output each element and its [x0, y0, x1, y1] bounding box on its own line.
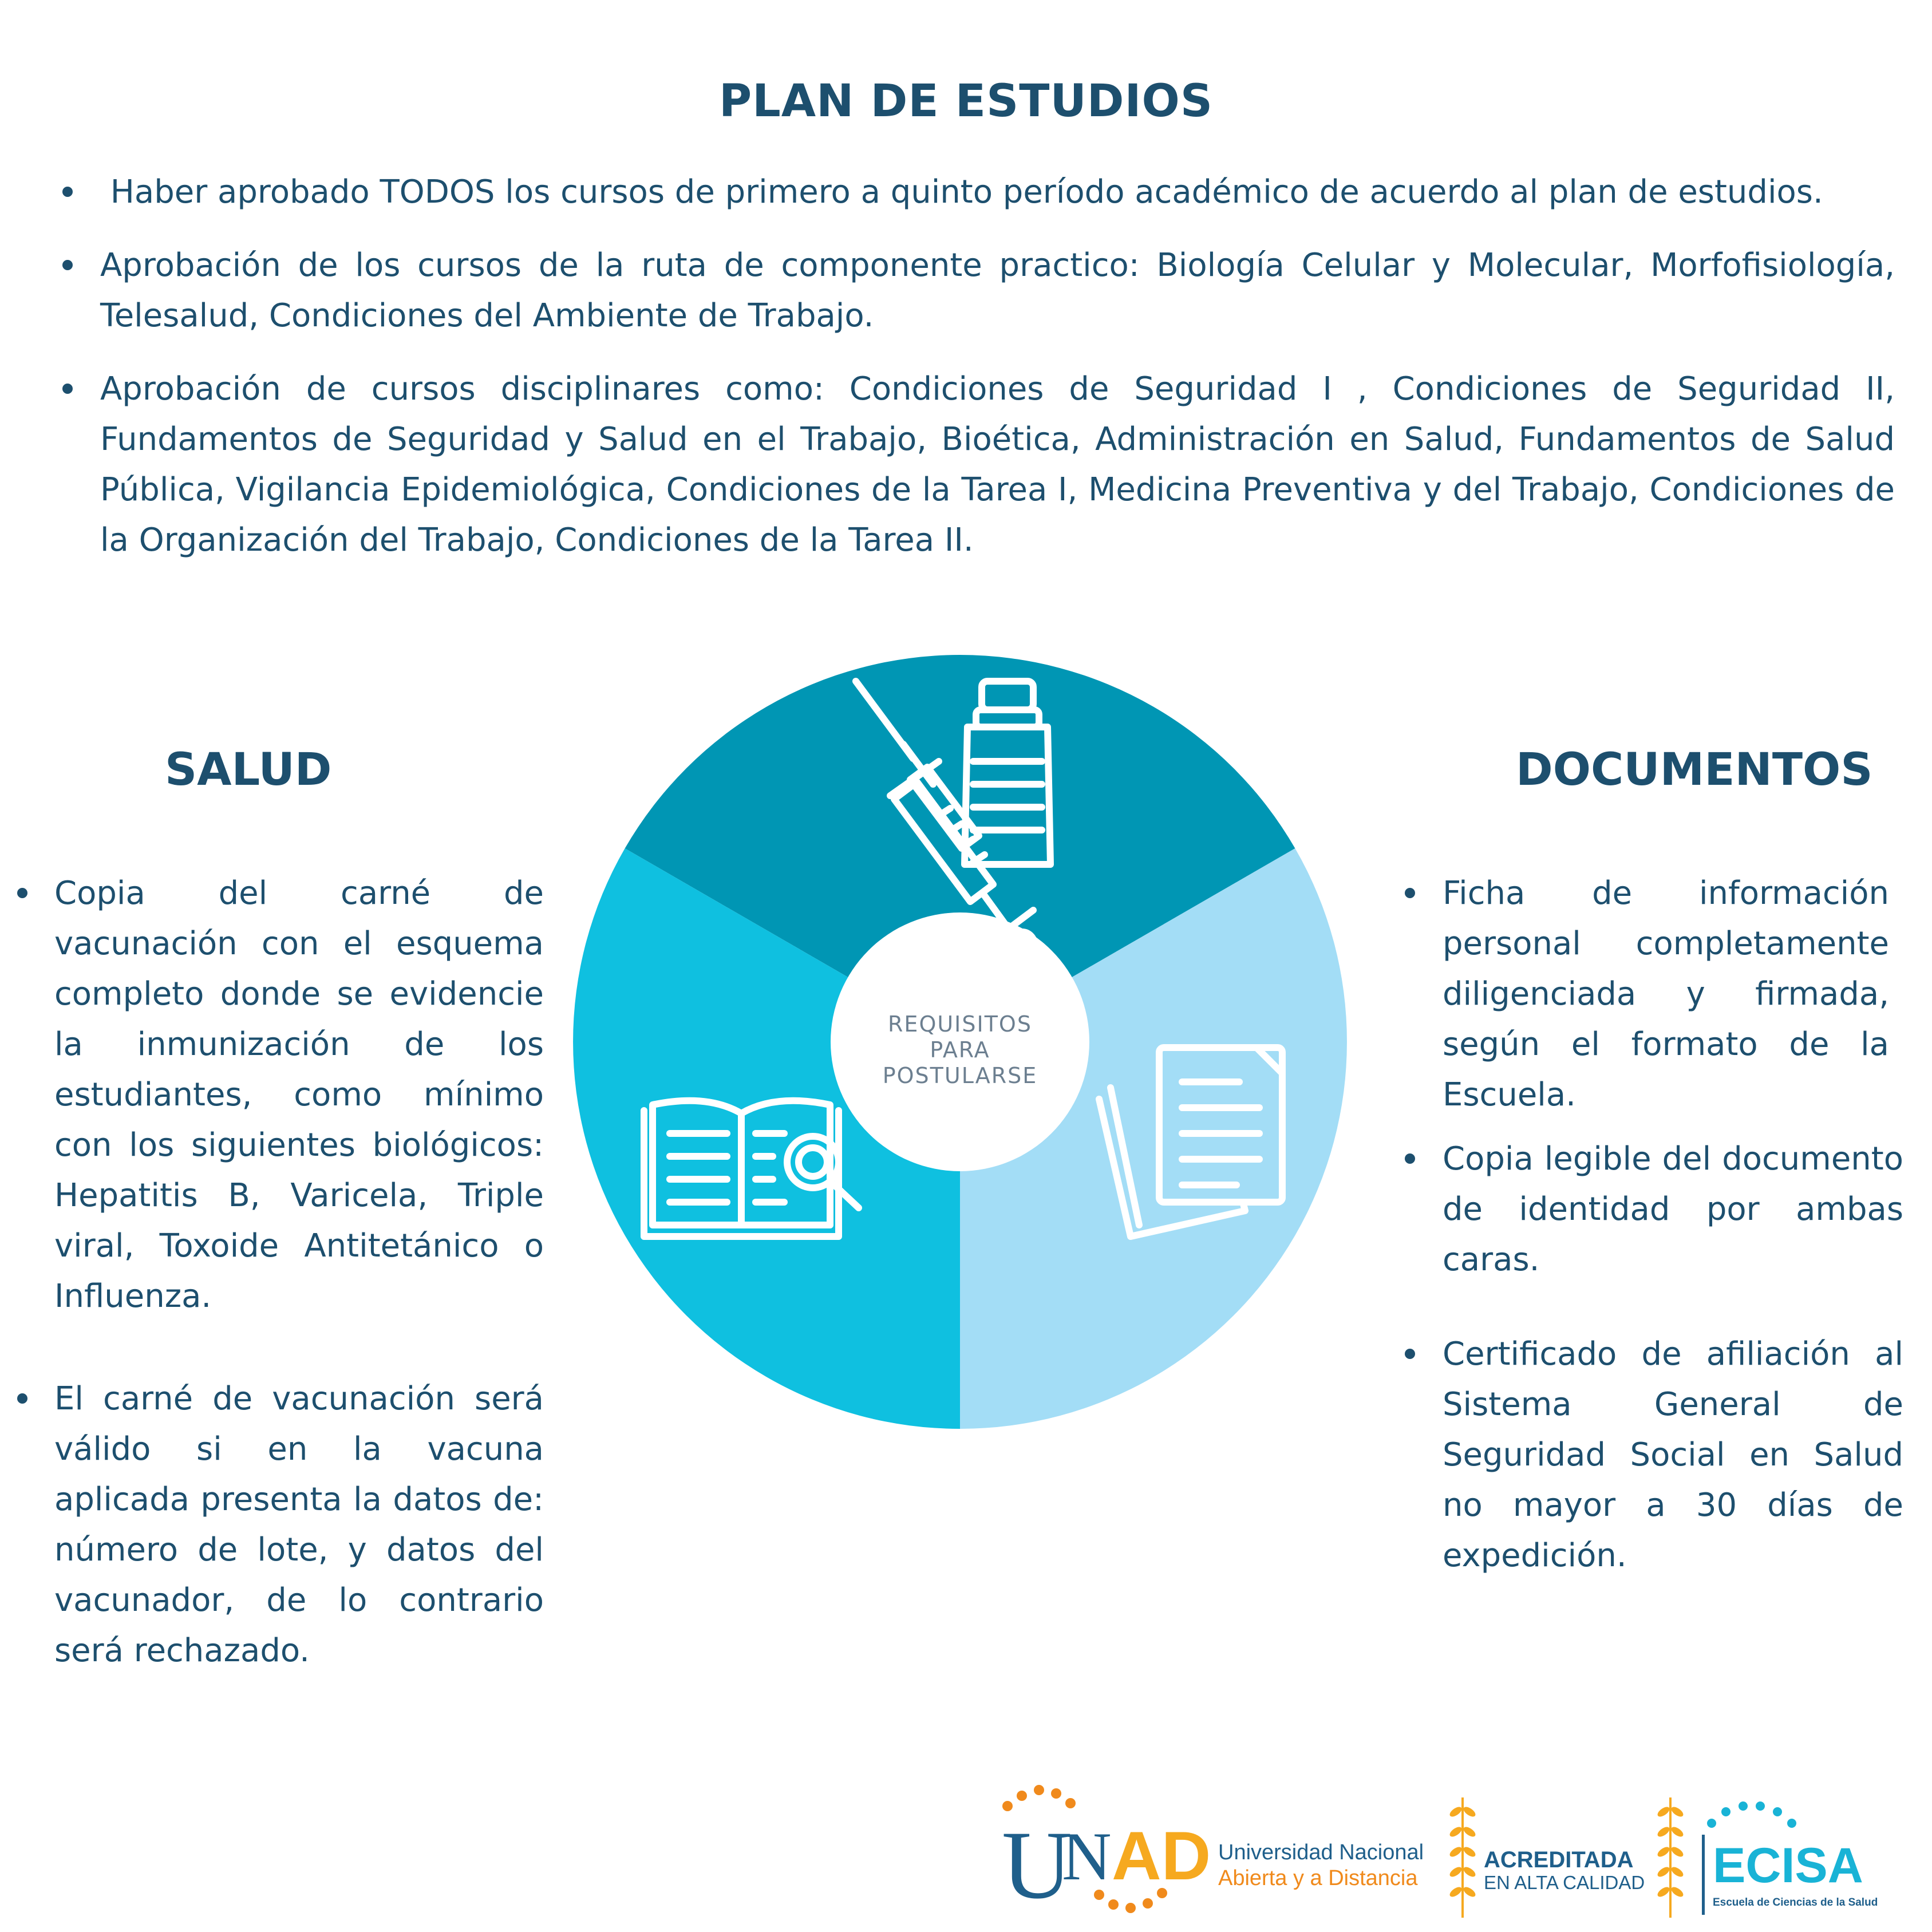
bullet-icon [1405, 1349, 1415, 1359]
plan-item-text: Aprobación de los cursos de la ruta de componente practico: Biología Celular y Molecular, Morfofisiología, Telesalud, Condiciones del Ambiente de Trabajo. [100, 247, 1895, 334]
salud-item-text: El carné de vacunación será válido si en la vacuna aplicada presenta la datos de: número de lote, y datos del vacunador, de lo contrario será rechazado. [54, 1380, 544, 1669]
ecisa-name: ECISA [1713, 1838, 1863, 1893]
bullet-icon [1405, 888, 1415, 898]
accredited-line1: ACREDITADA [1484, 1847, 1634, 1872]
laurel-right-icon [1653, 1795, 1688, 1921]
documentos-heading: DOCUMENTOS [1516, 744, 1873, 796]
unad-name-line1: Universidad Nacional [1218, 1840, 1424, 1864]
salud-item-text: Copia del carné de vacunación con el esquema completo donde se evidencie la inmunización de los estudiantes, como mínimo con los siguientes biológicos: Hepatitis B, Varicela, Triple viral, Toxoide Antitetánico o Influenza. [54, 875, 544, 1315]
documentos-item-text: Ficha de información personal completamente diligenciada y firmada, según el formato de la Escuela. [1443, 875, 1889, 1113]
documentos-item-text: Certificado de afiliación al Sistema General de Seguridad Social en Salud no mayor a 30 días de expedición. [1443, 1336, 1903, 1574]
documentos-item-1 [1443, 868, 1889, 1120]
plan-item-3 [100, 364, 1895, 566]
laurel-left-icon [1445, 1795, 1480, 1921]
center-label-line3: POSTULARSE [882, 1063, 1038, 1088]
plan-item-2 [100, 240, 1895, 341]
bullet-icon [17, 1393, 27, 1404]
svg-text:AD: AD [1112, 1818, 1211, 1894]
ecisa-subtitle: Escuela de Ciencias de la Salud [1713, 1897, 1878, 1909]
bullet-icon [1405, 1153, 1415, 1164]
ecisa-divider [1702, 1835, 1705, 1915]
salud-heading: SALUD [165, 744, 332, 796]
bullet-icon [17, 888, 27, 898]
unad-logo [990, 1783, 1219, 1921]
footer-logos [990, 1783, 1918, 1921]
bullet-icon [62, 187, 73, 197]
documentos-item-3 [1443, 1329, 1903, 1581]
bullet-icon [62, 384, 73, 394]
bullet-icon [62, 260, 73, 270]
svg-text:U: U [1002, 1811, 1072, 1919]
salud-item-2 [54, 1374, 544, 1676]
ecisa-dots-icon [1700, 1795, 1815, 1840]
plan-item-text: Haber aprobado TODOS los cursos de primero a quinto período académico de acuerdo al plan de estudios. [100, 173, 1823, 211]
center-label-line1: REQUISITOS [888, 1012, 1032, 1037]
documentos-item-2 [1443, 1134, 1903, 1285]
svg-text:N: N [1062, 1818, 1112, 1894]
accredited-line2: EN ALTA CALIDAD [1484, 1872, 1645, 1893]
center-label-line2: PARA [930, 1037, 990, 1062]
requirements-wheel [567, 647, 1368, 1448]
unad-name-line2: Abierta y a Distancia [1218, 1866, 1418, 1890]
page-title: PLAN DE ESTUDIOS [718, 76, 1214, 127]
plan-item-text: Aprobación de cursos disciplinares como: Condiciones de Seguridad I , Condiciones de Seguridad II, Fundamentos de Seguridad y Salud en el Trabajo, Bioética, Administración en Salud, Fundamentos de Salud Pública, Vigilancia Epidemiológica, Condiciones de la Tarea I, Medicina Preventiva y del Trabajo, Condiciones de la Organización del Trabajo, Condiciones de la Tarea II. [100, 370, 1895, 559]
documentos-item-text: Copia legible del documento de identidad por ambas caras. [1443, 1140, 1903, 1278]
plan-item-1 [100, 167, 1903, 218]
salud-item-1 [54, 868, 544, 1322]
